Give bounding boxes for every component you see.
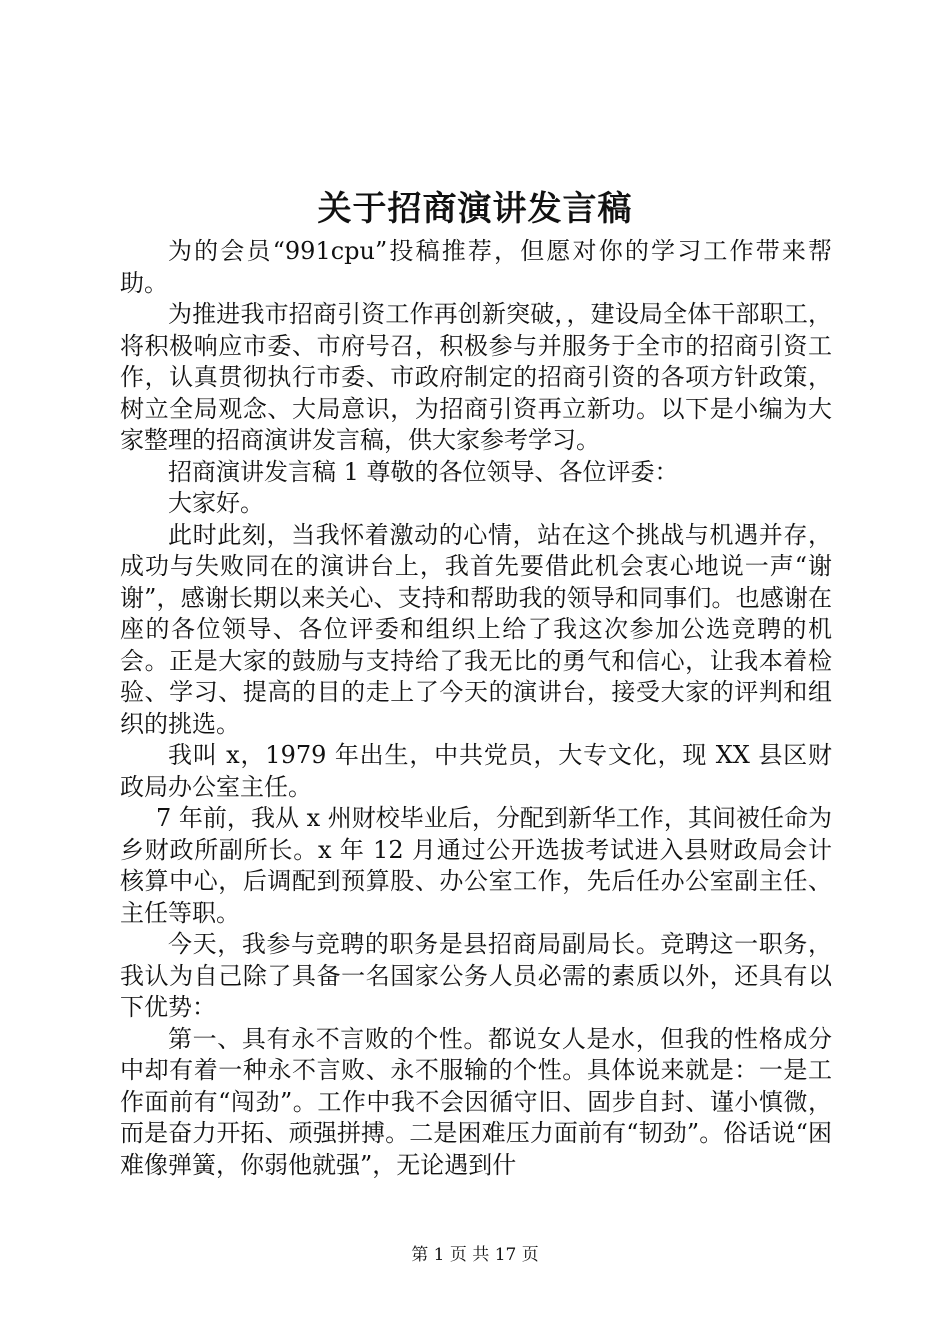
paragraph-self-intro: 我叫 x，1979 年出生，中共党员，大专文化，现 XX 县区财政局办公室主任。 (120, 741, 832, 801)
paragraph-career: 7 年前，我从 x 州财校毕业后，分配到新华工作，其间被任命为乡财政所副所长。x 年 12 月通过公开选拔考试进入县财政局会计核算中心，后调配到预算股、办公室工作，先后任办公室副主任、主任等职。 (120, 804, 832, 927)
document-body (120, 236, 832, 1181)
document-title: 关于招商演讲发言稿 (317, 189, 633, 229)
paragraph-preface: 为推进我市招商引资工作再创新突破，，建设局全体干部职工，将积极响应市委、市府号召，积极参与并服务于全市的招商引资工作，认真贯彻执行市委、市政府制定的招商引资的各项方针政策，树立全局观念、大局意识，为招商引资再立新功。以下是小编为大家整理的招商演讲发言稿，供大家参考学习。 (120, 300, 832, 454)
paragraph-advantage-one: 第一、具有永不言败的个性。都说女人是水，但我的性格成分中却有着一种永不言败、永不服输的个性。具体说来就是：一是工作面前有“闯劲”。工作中我不会因循守旧、固步自封、谨小慎微，而是奋力开拓、顽强拼搏。二是困难压力面前有“韧劲”。俗话说“困难像弹簧，你弱他就强”，无论遇到什 (120, 1024, 832, 1179)
paragraph-thanks: 此时此刻，当我怀着激动的心情，站在这个挑战与机遇并存，成功与失败同在的演讲台上，我首先要借此机会衷心地说一声“谢谢”，感谢长期以来关心、支持和帮助我的领导和同事们。也感谢在座的各位领导、各位评委和组织上给了我这次参加公选竞聘的机会。正是大家的鼓励与支持给了我无比的勇气和信心，让我本着检验、学习、提高的目的走上了今天的演讲台，接受大家的评判和组织的挑选。 (120, 520, 832, 738)
page-footer: 第 1 页 共 17 页 (411, 1245, 539, 1265)
paragraph-greeting: 大家好。 (168, 489, 264, 517)
paragraph-salutation: 招商演讲发言稿 1 尊敬的各位领导、各位评委： (168, 457, 679, 486)
paragraph-position: 今天，我参与竞聘的职务是县招商局副局长。竞聘这一职务，我认为自己除了具备一名国家公务人员必需的素质以外，还具有以下优势： (120, 930, 832, 1021)
paragraph-intro: 为的会员“991cpu”投稿推荐，但愿对你的学习工作带来帮助。 (120, 237, 832, 297)
